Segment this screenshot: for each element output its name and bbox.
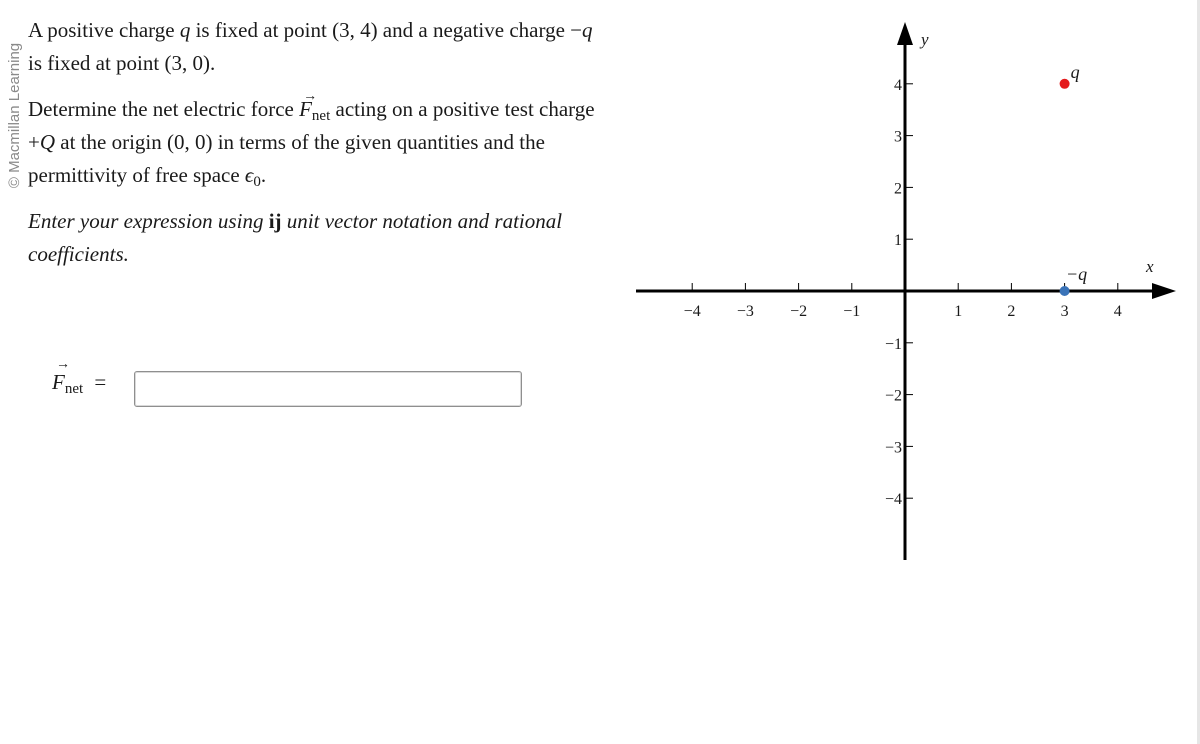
charge-point xyxy=(1060,286,1070,296)
x-tick-label: −2 xyxy=(790,303,808,320)
x-axis-label: x xyxy=(1146,257,1154,276)
y-tick-label: 4 xyxy=(894,76,902,94)
y-tick-label: 3 xyxy=(894,128,902,146)
x-tick-label: 4 xyxy=(1113,303,1122,320)
charges xyxy=(1060,62,1088,296)
y-tick-label: 1 xyxy=(894,232,902,250)
x-tick-label: 2 xyxy=(1007,303,1016,320)
copyright-watermark: © Macmillan Learning xyxy=(6,42,24,188)
x-tick-label: 3 xyxy=(1060,303,1069,320)
y-tick-label: −2 xyxy=(884,387,902,405)
charge-point xyxy=(1060,79,1070,89)
charge-label: q xyxy=(1070,61,1080,82)
x-tick-label: −4 xyxy=(683,303,701,320)
x-axis-arrow-icon xyxy=(1152,283,1176,299)
x-tick-label: 1 xyxy=(954,303,963,320)
answer-label: → $F_{net}$ = xyxy=(52,357,107,397)
y-tick-label: 2 xyxy=(894,180,902,198)
problem-paragraph-1: A positive charge q is fixed at point (3, 4) and a negative charge −q is fixed at point (3, 0). xyxy=(28,18,593,75)
y-tick-label: −1 xyxy=(884,335,902,353)
y-axis-label: y xyxy=(921,30,929,49)
problem-instructions: Enter your expression using ij unit vector notation and rational coefficients. xyxy=(28,209,563,266)
y-axis-arrow-icon xyxy=(897,22,913,45)
x-tick-label: −3 xyxy=(736,303,754,320)
x-tick-label: −1 xyxy=(843,303,861,320)
charge-label: −q xyxy=(1066,264,1088,284)
y-tick-label: −3 xyxy=(884,439,902,457)
y-tick-label: −4 xyxy=(884,491,902,509)
problem-paragraph-2: Determine the net electric force → $F_{net}$ acting on a positive test charge +Q at the origin (0, 0) in terms of the given quantities and the permittivity of free space $\epsilon_0$. xyxy=(28,89,595,190)
